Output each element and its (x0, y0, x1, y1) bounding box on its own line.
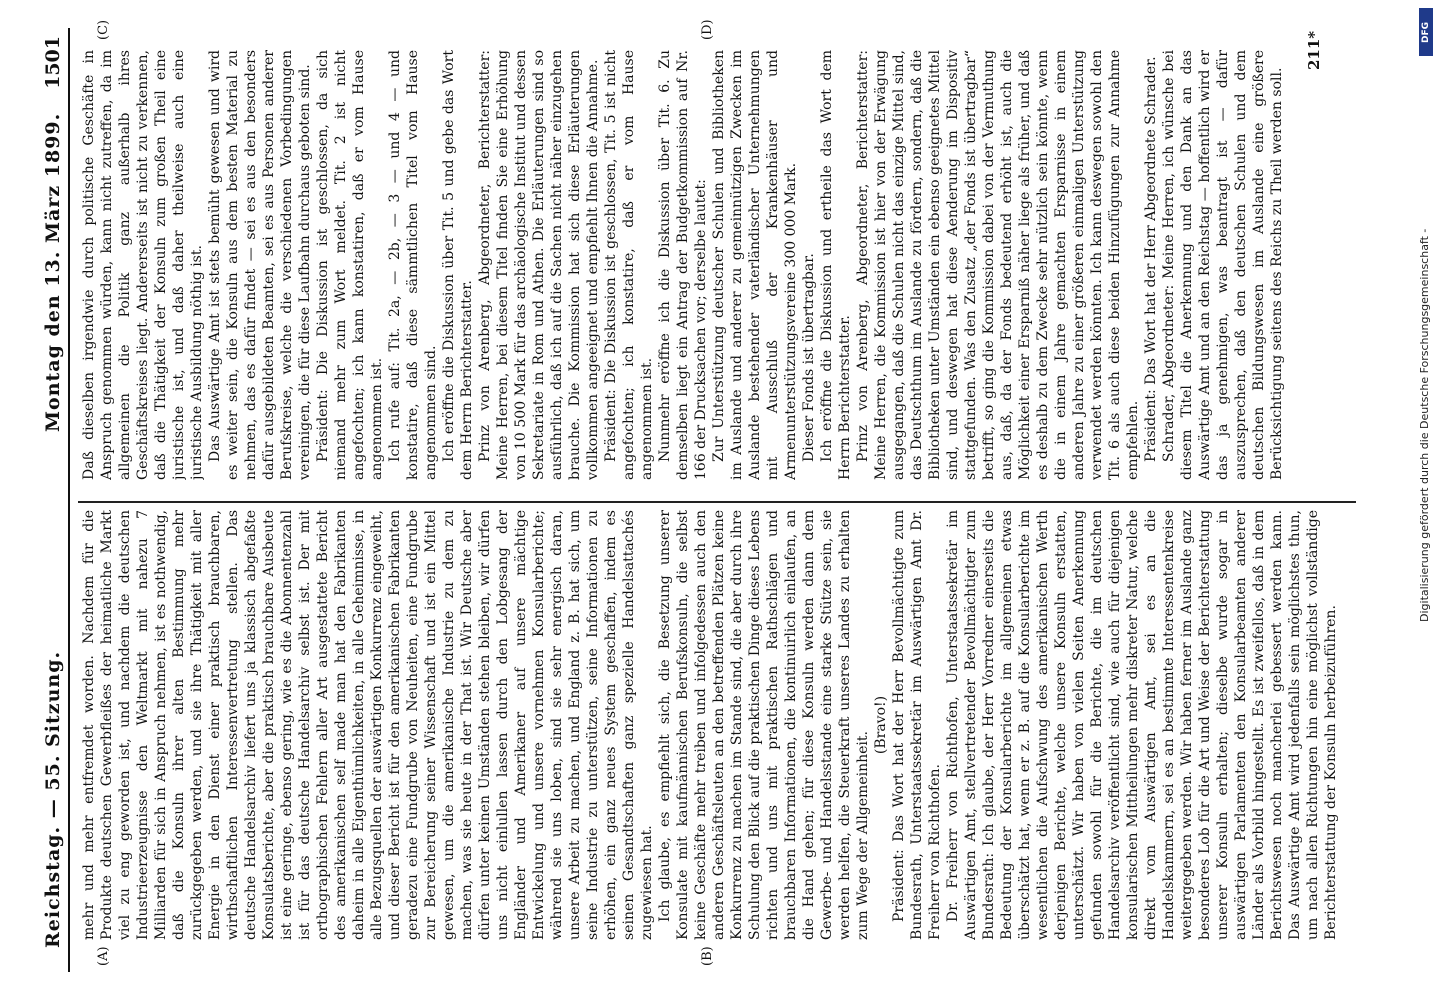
paragraph: Präsident: Das Wort hat der Herr Bevollmächtigte zum Bundesrath, Unterstaatssekretär im Auswärtigen Amt Dr. Freiherr von Richthofen. (891, 510, 943, 940)
paragraph: Präsident: Die Diskussion ist geschlossen, da sich niemand mehr zum Wort meldet. Tit. 2 ist nicht angefochten; ich kann konstatiren, daß er vom Hause angenommen ist. (315, 50, 385, 480)
text-column-right (80, 50, 1360, 480)
paragraph: Präsident: Die Diskussion ist geschlossen, Tit. 5 ist nicht angefochten; ich konstatire, daß er vom Hause angenommen ist. (603, 50, 655, 480)
digitization-strip (1418, 0, 1434, 1000)
paragraph: Ich eröffne die Diskussion über Tit. 5 und gebe das Wort dem Herrn Berichterstatter. (441, 50, 475, 480)
paragraph: Dieser Fonds ist übertragbar. (801, 253, 817, 462)
text-column-left (80, 510, 1360, 940)
margin-mark-d: (D) (700, 19, 715, 40)
paragraph: Ich glaube, es empfiehlt sich, die Besetzung unserer Konsulate mit kaufmännischen Berufskonsuln, die selbst keine Geschäfte mehr treiben und infolgedessen auch den anderen Geschäftsleuten an den betreffenden Plätzen keine Konkurrenz zu machen im Stande sind, die aber durch ihre Schulung den Blick auf die praktischen Dinge dieses Lebens richten und uns mit praktischen Rathschlägen und brauchbaren Informationen, die kontinuirlich einlaufen, an die Hand gehen; für diese Konsuln werden dann dem Gewerbe- und Handelsstande eine starke Stütze sein, sie werden helfen, die Steuerkraft unseres Landes zu erhalten zum Wege der Allgemeinheit. (657, 510, 871, 940)
page-header (34, 28, 70, 972)
page-number: 1501 (42, 36, 64, 89)
paragraph: Ich rufe auf: Tit. 2a, — 2b, — 3 — und 4 — und konstatire, daß diese sämmtlichen Titel vom Hause angenommen sind. (387, 50, 439, 480)
paragraph: mehr und mehr entfremdet worden. Nachdem für die Produkte deutschen Gewerbfleißes der heimatliche Markt viel zu eng geworden ist, und nachdem die deutschen Industrieerzeugnisse den Weltmarkt mit nahezu 7 Milliarden für sich in Anspruch nehmen, ist es nothwendig, daß die Konsuln ihrer alten Bestimmung mehr zurückgegeben werden, und sie ihre Thätigkeit mit aller Energie in den Dienst einer praktisch brauchbaren, wirthschaftlichen Interessenvertretung stellen. Das deutsche Handelsarchiv liefert uns ja klassisch abgefaßte Konsulatsberichte, aber die praktisch brauchbare Ausbeute ist eine geringe, ebenso gering, wie es die Abonnentenzahl ist für das deutsche Handelsarchiv selbst ist. Der mit orthographischen Fehlern aller Art ausgestattete Bericht des amerikanischen self made man hat den Fabrikanten daheim in alle Eigenthümlichkeiten, in alle Geheimnisse, in alle Bezugsquellen der auswärtigen Konkurrenz eingeweiht, und dieser Bericht ist für den amerikanischen Fabrikanten geradezu eine Fundgrube von Neuheiten, eine Fundgrube zur Bereicherung seiner Wissenschaft und ist ein Mittel gewesen, um die amerikanische Industrie zu dem zu machen, was sie heute in der That ist. Wir Deutsche aber dürfen unter keinen Umständen stehen bleiben, wir dürfen uns nicht einlullen lassen durch den Lobgesang der Engländer und Amerikaner auf unsere mächtige Entwickelung und unsere vornehmen Konsularberichte; während sie uns loben, sind sie sehr energisch daran, unsere Arbeit zu machen, und England z. B. hat sich, um seine Industrie zu unterstützen, seine Informationen zu erhöhen, ein ganz neues System geschaffen, indem es seinen Gesandtschaften ganz spezielle Handelsattachés zugewiesen hat. (81, 510, 655, 940)
margin-mark-c: (C) (96, 19, 111, 40)
paragraph: Das Auswärtige Amt ist stets bemüht gewesen und wird es weiter sein, die Konsuln aus dem besten Material zu nehmen, das es dafür findet — sei es aus den besonders dafür ausgebildeten Beamten, sei es aus Personen anderer Berufskreise, welche die verschiedenen Vorbedingungen vereinigen, die für diese Laufbahn durchaus geboten sind. (207, 50, 313, 480)
paragraph: Nunmehr eröffne ich die Diskussion über Tit. 6. Zu demselben liegt ein Antrag der Budgetkommission auf Nr. 166 der Drucksachen vor; derselbe lautet: (657, 50, 709, 480)
paragraph: Prinz von Arenberg, Abgeordneter, Berichterstatter: Meine Herren, die Kommission ist hier von der Erwägung ausgegangen, daß die Schulen nicht das einzige Mittel sind, das Deutschthum im Auslande zu fördern, sondern, daß die Bibliotheken unter Umständen ein ebenso geeignetes Mittel sind, und deswegen hat diese Aenderung im Dispositiv stattgefunden. Was den Zusatz „der Fonds ist übertragbar“ betrifft, so ging die Kommission dabei von der Vermuthung aus, daß, da der Fonds bedeutend erhöht ist, auch die Möglichkeit einer Ersparniß näher liege als früher, und daß es deshalb zu dem Zwecke sehr nützlich sein könnte, wenn die in einem Jahre gemachten Ersparnisse in einem anderen Jahre zu einer größeren einmaligen Unterstützung verwendet werden könnten. Ich kann deswegen sowohl den Tit. 6 als auch diese beiden Hinzufügungen zur Annahme empfehlen. (855, 50, 1141, 480)
header-session: Reichstag. — 55. Sitzung. (42, 650, 64, 948)
paragraph: Prinz von Arenberg, Abgeordneter, Berichterstatter: Meine Herren, bei diesem Titel finden Sie eine Erhöhung von 10 500 Mark für das archäologische Institut und dessen Sekretariate in Rom und Athen. Die Erläuterungen sind so ausführlich, daß ich auf die Sachen nicht näher einzugehen brauche. Die Kommission hat sich diese Erläuterungen vollkommen angeeignet und empfiehlt Ihnen die Annahme. (477, 50, 601, 480)
paragraph: Dr. Freiherr von Richthofen, Unterstaatssekretär im Auswärtigen Amt, stellvertretender Bevollmächtigter zum Bundesrath: Ich glaube, der Herr Vorredner einerseits die Bedeutung der Konsularberichte im allgemeinen etwas überschätzt hat, wenn er z. B. auf die Konsularberichte im wesentlichen die Aufschwung des amerikanischen Werth derjenigen Berichte, welche unsere Konsuln erstatten, unterschätzt. Wir haben von vielen Seiten Anerkennung gefunden sowohl für die Berichte, die im deutschen Handelsarchiv veröffentlicht sind, wie auch für diejenigen konsularischen Mittheilungen mehr diskreter Natur, welche direkt vom Auswärtigen Amt, sei es an die Handelskammern, sei es an bestimmte Interessentenkreise weitergegeben werden. Wir haben ferner im Auslande ganz besonderes Lob für die Art und Weise der Berichterstattung unserer Konsuln erhalten; dieselbe wurde sogar in auswärtigen Parlamenten den Konsularbeamten anderer Länder als Vorbild hingestellt. Es ist zweifellos, daß in dem Berichtswesen noch mancherlei gebessert werden kann. Das Auswärtige Amt wird jedenfalls sein möglichstes thun, um nach allen Richtungen hin eine möglichst vollständige Berichterstattung der Konsuln herbeizuführen. (945, 510, 1339, 940)
column-divider (78, 501, 1356, 503)
paragraph: Daß dieselben irgendwie durch politische Geschäfte in Anspruch genommen würden, kann nicht zutreffen, da im allgemeinen die Politik ganz außerhalb ihres Geschäftskreises liegt. Andererseits ist nicht zu verkennen, daß die Thätigkeit der Konsuln zum großen Theil eine juristische ist, und daß daher theilweise auch eine juristische Ausbildung nöthig ist. (81, 50, 205, 480)
paragraph: Schrader, Abgeordneter: Meine Herren, ich wünsche bei diesem Titel die Anerkennung und den Dank an das Auswärtige Amt und an den Reichstag — hoffentlich wird er das ja genehmigen, was beantragt ist — dafür auszusprechen, daß den deutschen Schulen und dem deutschen Bildungswesen im Auslande eine größere Berücksichtigung seitens des Reichs zu Theil werden soll. (1161, 50, 1285, 480)
margin-mark-a: (A) (96, 946, 111, 966)
sheet-signature: 211* (1305, 30, 1323, 70)
digitization-note: Digitalisierung gefördert durch die Deutsche Forschungsgemeinschaft - (1418, 228, 1431, 622)
paragraph: Präsident: Das Wort hat der Herr Abgeordnete Schrader. (1143, 56, 1159, 462)
applause-note: (Bravo!) (873, 695, 889, 755)
paragraph: Zur Unterstützung deutscher Schulen und Bibliotheken im Auslande und anderer zu gemeinnützigen Zwecken im Auslande bestehender vaterländischer Unternehmungen mit Ausschluß der Krankenhäuser und Armenunterstützungsvereine 300 000 Mark. (711, 50, 799, 480)
header-date: Montag den 13. März 1899. (42, 112, 64, 432)
dfg-logo-icon: DFG (1419, 8, 1433, 56)
paragraph: Ich eröffne die Diskussion und ertheile das Wort dem Herrn Berichterstatter. (819, 50, 853, 480)
margin-mark-b: (B) (700, 946, 715, 966)
